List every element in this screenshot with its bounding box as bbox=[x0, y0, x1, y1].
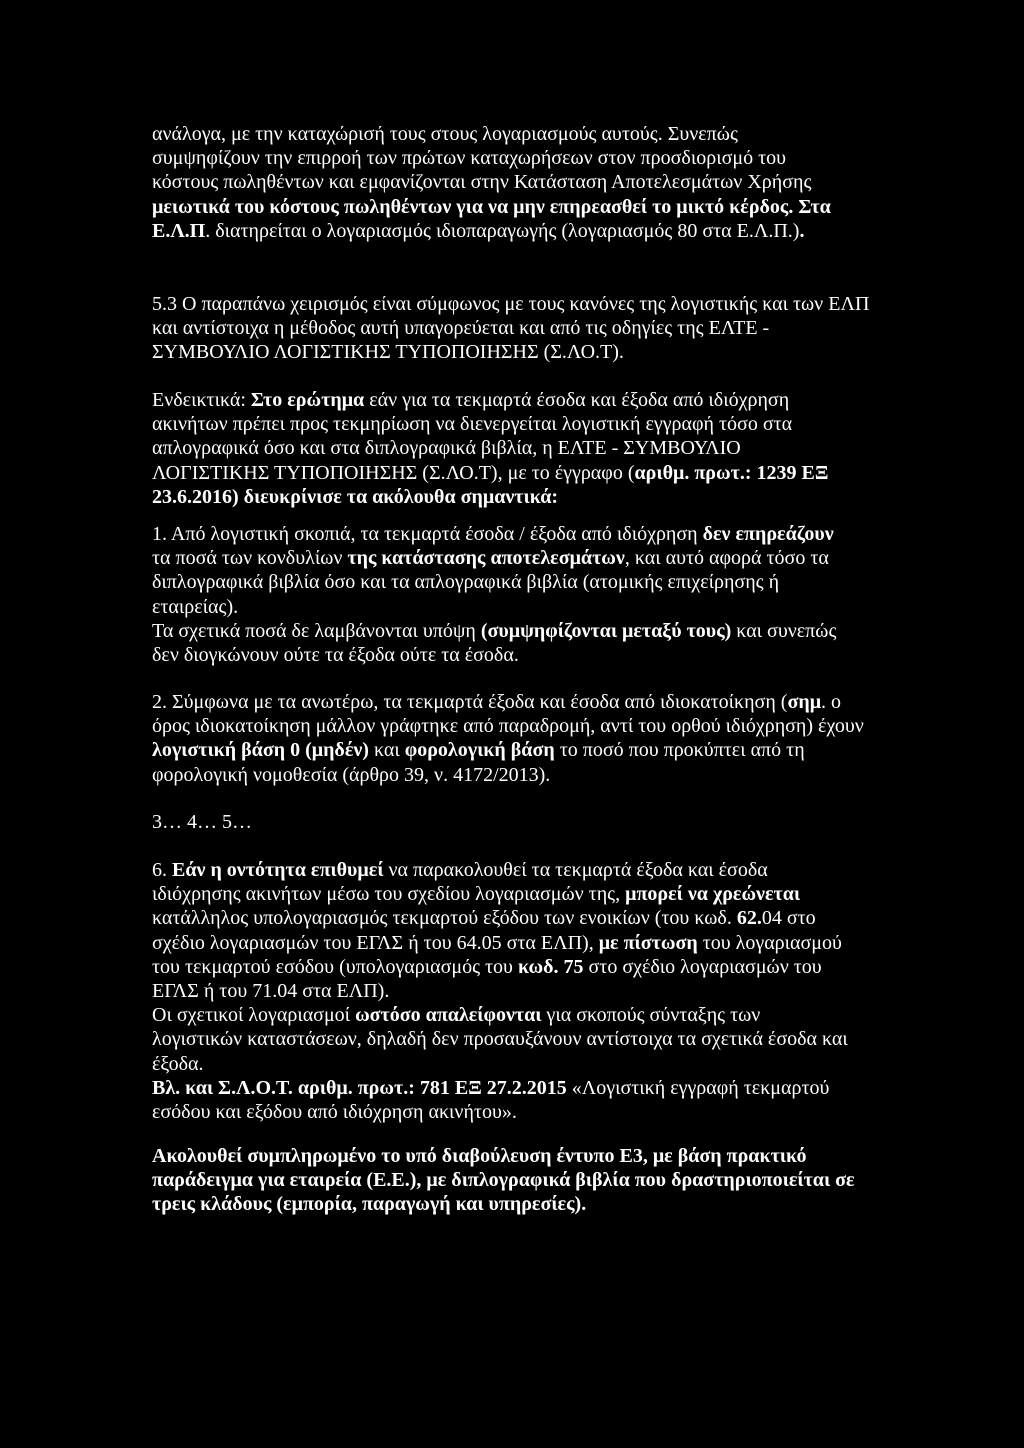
paragraph-point-2: 2. Σύμφωνα με τα ανωτέρω, τα τεκμαρτά έξοδα και έσοδα από ιδιοκατοίκηση (σημ. ο όρος ιδιοκατοίκηση μάλλον γράφτηκε από παραδρομή, αντί του ορθού ιδιόχρηση) έχουν λογιστική βάση 0 (μηδέν) και φορολογική βάση το ποσό που προκύπτει από τη φορολογική νομοθεσία (άρθρο 39, ν. 4172/2013). bbox=[152, 691, 864, 786]
paragraph-point-6: 6. Εάν η οντότητα επιθυμεί να παρακολουθεί τα τεκμαρτά έξοδα και έσοδα ιδιόχρησης ακινήτων μέσω του σχεδίου λογαριασμών της, μπορεί να χρεώνεται κατάλληλος υπολογαριασμός τεκμαρτού εξόδου των ενοικίων (του κωδ. 62.04 στο σχέδιο λογαριασμών του ΕΓΛΣ ή του 64.05 στα ΕΛΠ), με πίστωση του λογαριασμού του τεκμαρτού εσόδου (υπολογαριασμός του κωδ. 75 στο σχέδιο λογαριασμών του ΕΓΛΣ ή του 71.04 στα ΕΛΠ). Οι σχετικοί λογαριασμοί ωστόσο απαλείφονται για σκοπούς σύνταξης των λογιστικών καταστάσεων, δηλαδή δεν προσαυξάνουν αντίστοιχα τα σχετικά έσοδα και έξοδα. Βλ. και Σ.Λ.Ο.Τ. αριθμ. πρωτ.: 781 ΕΞ 27.2.2015 «Λογιστική εγγραφή τεκμαρτού εσόδου και εξόδου από ιδιόχρηση ακινήτου». bbox=[152, 859, 848, 1124]
paragraph-intro: ανάλογα, με την καταχώρισή τους στους λογαριασμούς αυτούς. Συνεπώς συμψηφίζουν την επιρροή των πρώτων καταχωρήσεων στον προσδιορισμό του κόστους πωληθέντων και εμφανίζονται στην Κατάσταση Αποτελεσμάτων Χρήσης μειωτικά του κόστους πωληθέντων για να μην επηρεασθεί το μικτό κέρδος. Στα Ε.Λ.Π. διατηρείται ο λογαριασμός ιδιοπαραγωγής (λογαριασμός 80 στα Ε.Λ.Π.). bbox=[152, 123, 831, 242]
paragraph-5-3: 5.3 Ο παραπάνω χειρισμός είναι σύμφωνος με τους κανόνες της λογιστικής και των ΕΛΠ και αντίστοιχα η μέθοδος αυτή υπαγορεύεται και από τις οδηγίες της ΕΛΤΕ - ΣΥΜΒΟΥΛΙΟ ΛΟΓΙΣΤΙΚΗΣ ΤΥΠΟΠΟΙΗΣΗΣ (Σ.ΛΟ.Τ). bbox=[152, 293, 870, 364]
paragraph-point-1: 1. Από λογιστική σκοπιά, τα τεκμαρτά έσοδα / έξοδα από ιδιόχρηση δεν επηρεάζουν τα ποσά των κονδυλίων της κατάστασης αποτελεσμάτων, και αυτό αφορά τόσο τα διπλογραφικά βιβλία όσο και τα απλογραφικά βιβλία (ατομικής επιχείρησης ή εταιρείας). Τα σχετικά ποσά δε λαμβάνονται υπόψη (συμψηφίζονται μεταξύ τους) και συνεπώς δεν διογκώνουν ούτε τα έξοδα ούτε τα έσοδα. bbox=[152, 523, 837, 667]
document-body bbox=[152, 122, 872, 1216]
paragraph-indicative: Ενδεικτικά: Στο ερώτημα εάν για τα τεκμαρτά έσοδα και έξοδα από ιδιόχρηση ακινήτων πρέπει προς τεκμηρίωση να διενεργείται λογιστική εγγραφή τόσο στα απλογραφικά όσο και στα διπλογραφικά βιβλία, η ΕΛΤΕ - ΣΥΜΒΟΥΛΙΟ ΛΟΓΙΣΤΙΚΗΣ ΤΥΠΟΠΟΙΗΣΗΣ (Σ.ΛΟ.Τ), με το έγγραφο (αριθμ. πρωτ.: 1239 ΕΞ 23.6.2016) διευκρίνισε τα ακόλουθα σημαντικά: bbox=[152, 389, 829, 508]
paragraph-points-3-5: 3… 4… 5… bbox=[152, 811, 252, 833]
paragraph-conclusion: Ακολουθεί συμπληρωμένο το υπό διαβούλευση έντυπο Ε3, με βάση πρακτικό παράδειγμα για εταιρεία (Ε.Ε.), με διπλογραφικά βιβλία που δραστηριοποιείται σε τρεις κλάδους (εμπορία, παραγωγή και υπηρεσίες). bbox=[152, 1145, 855, 1216]
